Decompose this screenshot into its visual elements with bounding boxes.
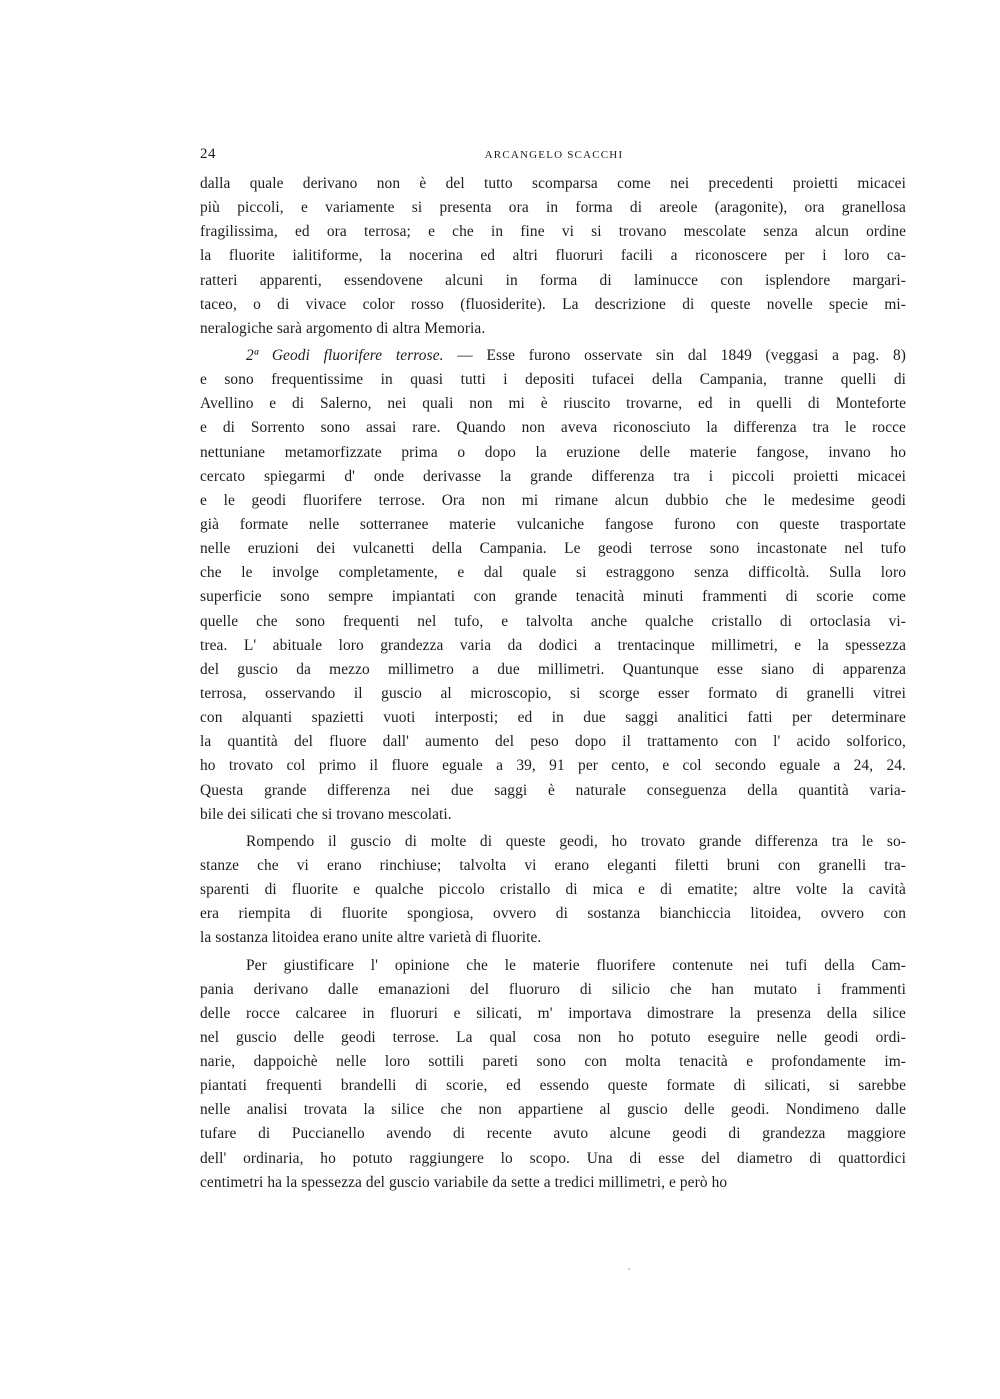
paragraph-line: dell' ordinaria, ho potuto raggiungere lo scopo. Una di esse del diametro di quattordici	[200, 1149, 906, 1167]
paragraph-line: taceo, o di vivace color rosso (fluosiderite). La descrizione di queste novelle specie mi-	[200, 295, 906, 313]
paragraph-line: superficie sono sempre impiantati con grande tenacità minuti frammenti di scorie come	[200, 588, 906, 606]
paragraph-line	[200, 344, 906, 368]
paragraph-line: nettuniane metamorfizzate prima o dopo la eruzione delle materie fangose, invano ho	[200, 443, 906, 461]
paragraph	[200, 344, 906, 827]
paragraph-line: nelle analisi trovata la silice che non appartiene al guscio delle geodi. Nondimeno dalle	[200, 1101, 906, 1119]
paragraph-line: nelle eruzioni dei vulcanetti della Campania. Le geodi terrose sono incastonate nel tufo	[200, 540, 906, 558]
scan-speck	[628, 1268, 630, 1270]
paragraph-line: che le involge completamente, e dal quale si estraggono senza difficoltà. Sulla loro	[200, 564, 906, 582]
paragraph-line: bile dei silicati che si trovano mescolati.	[200, 805, 452, 823]
paragraph-line: piantati frequenti brandelli di scorie, ed essendo queste formate di silicati, si sarebbe	[200, 1077, 906, 1095]
paragraph-line: pania derivano dalle emanazioni del fluoruro di silicio che han mutato i frammenti	[200, 980, 906, 998]
paragraph-line: la quantità del fluore dall' aumento del peso dopo il trattamento con l' acido solforico,	[200, 733, 906, 751]
paragraph	[200, 172, 906, 341]
paragraph-line: cercato spiegarmi d' onde derivasse la grande differenza tra i piccoli proietti micacei	[200, 467, 906, 485]
paragraph-line: e di Sorrento sono assai rare. Quando non aveva riconosciuto la differenza tra le rocce	[200, 419, 906, 437]
paragraph-line: dalla quale derivano non è del tutto scomparsa come nei precedenti proietti micacei	[200, 175, 906, 192]
paragraph	[200, 954, 906, 1195]
heading-line-rest: — Esse furono osservate sin dal 1849 (veggasi a pag. 8)	[443, 346, 906, 364]
paragraph-line: e le geodi fluorifere terrose. Ora non mi rimane alcun dubbio che le medesime geodi	[200, 491, 906, 509]
paragraph-line: era riempita di fluorite spongiosa, ovvero di sostanza bianchiccia litoidea, ovvero con	[200, 905, 906, 923]
paragraph-line: ho trovato col primo il fluore eguale a 39, 91 per cento, e col secondo eguale a 24, 24.	[200, 757, 906, 775]
paragraph-line: nel guscio delle geodi terrose. La qual cosa non ho potuto eseguire nelle geodi ordi-	[200, 1028, 906, 1046]
paragraph-line: terrosa, osservando il guscio al microscopio, si scorge esser formato di granelli vitrei	[200, 684, 906, 702]
running-head: ARCANGELO SCACCHI	[484, 149, 624, 161]
paragraph-line: Avellino e di Salerno, nei quali non mi è riuscito trovarne, ed in quelli di Monteforte	[200, 395, 906, 413]
paragraph-line: e sono frequentissime in quasi tutti i depositi tufacei della Campania, tranne quelli di	[200, 371, 906, 389]
paragraph-line: del guscio da mezzo millimetro a due millimetri. Quantunque esse siano di apparenza	[200, 660, 906, 678]
paragraph-line: fragilissima, ed ora terrosa; e che in fine vi si trovano mescolate senza alcun ordine	[200, 223, 906, 241]
paragraph-line: la sostanza litoidea erano unite altre varietà di fluorite.	[200, 929, 542, 947]
paragraph-line: narie, dappoichè nelle loro sottili pareti sono con molta tenacità e profondamente im-	[200, 1053, 906, 1071]
paragraph-line: tufare di Puccianello avendo di recente avuto alcune geodi di grandezza maggiore	[200, 1125, 906, 1143]
paragraph-line: trea. L' abituale loro grandezza varia da dodici a trentacinque millimetri, e la spessezza	[200, 636, 906, 654]
paragraph-line: stanze che vi erano rinchiuse; talvolta vi erano eleganti filetti bruni con granelli tra-	[200, 856, 906, 874]
paragraph-line: delle rocce calcaree in fluoruri e silicati, m' importava dimostrare la presenza della silice	[200, 1004, 906, 1022]
paragraph-line: più piccoli, e variamente si presenta ora in forma di areole (aragonite), ora granellosa	[200, 199, 906, 217]
paragraph-line: Questa grande differenza nei due saggi è naturale conseguenza della quantità varia-	[200, 781, 906, 799]
paragraph-line: sparenti di fluorite e qualche piccolo cristallo di mica e di ematite; altre volte la cavità	[200, 881, 906, 899]
paragraph-line: Per giustificare l' opinione che le materie fluorifere contenute nei tufi della Cam-	[246, 956, 906, 974]
paragraph-line: Rompendo il guscio di molte di queste geodi, ho trovato grande differenza tra le so-	[246, 832, 906, 850]
body-text	[200, 172, 906, 1195]
section-heading: 2ª Geodi fluorifere terrose.	[246, 346, 444, 364]
paragraph-line: già formate nelle sotterranee materie vulcaniche fangose furono con queste trasportate	[200, 515, 906, 533]
paragraph-line: ratteri apparenti, essendovene alcuni in forma di laminucce con isplendore margari-	[200, 271, 906, 289]
paragraph-line: centimetri ha la spessezza del guscio variabile da sette a tredici millimetri, e però ho	[200, 1173, 728, 1191]
page-number: 24	[200, 146, 216, 162]
paragraph-line: quelle che sono frequenti nel tufo, e talvolta anche qualche cristallo di ortoclasia vi-	[200, 612, 906, 630]
paragraph-line: con alquanti spazietti vuoti interposti; ed in due saggi analitici fatti per determinare	[200, 709, 906, 727]
paragraph-line: neralogiche sarà argomento di altra Memoria.	[200, 319, 486, 337]
paragraph	[200, 830, 906, 951]
paragraph-line: la fluorite ialitiforme, la nocerina ed altri fluoruri facili a riconoscere per i loro ca-	[200, 247, 906, 265]
page-header	[200, 146, 908, 168]
